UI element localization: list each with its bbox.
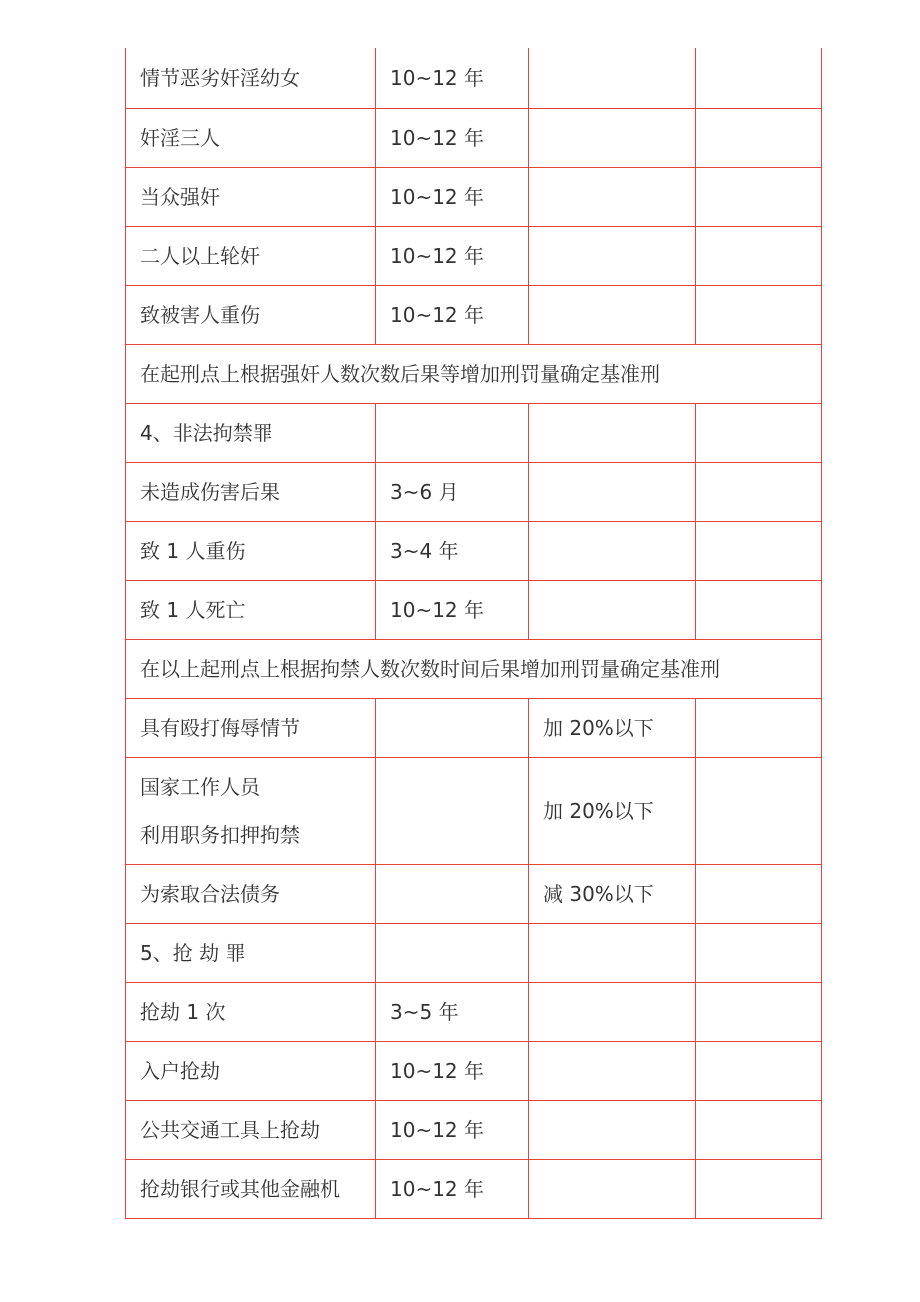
starting-term-cell [376,924,529,983]
adjustment-cell [529,48,696,109]
remark-cell [696,463,822,522]
remark-cell [696,1160,822,1219]
circumstance-line: 国家工作人员 [140,775,260,799]
adjustment-cell [529,581,696,640]
circumstance-cell: 情节恶劣奸淫幼女 [126,48,376,109]
adjustment-cell: 加 20%以下 [529,699,696,758]
starting-term-cell: 10~12 年 [376,48,529,109]
starting-term-cell: 3~4 年 [376,522,529,581]
summary-note-cell: 在起刑点上根据强奸人数次数后果等增加刑罚量确定基准刑 [126,345,822,404]
starting-term-cell: 3~6 月 [376,463,529,522]
remark-cell [696,404,822,463]
starting-term-cell: 10~12 年 [376,286,529,345]
adjustment-cell [529,227,696,286]
table-row [126,286,822,345]
remark-cell [696,865,822,924]
table-row [126,345,822,404]
table-row [126,404,822,463]
circumstance-cell: 抢劫银行或其他金融机 [126,1160,376,1219]
table-row [126,1160,822,1219]
circumstance-cell: 致 1 人重伤 [126,522,376,581]
sentencing-table-body [126,48,822,1219]
adjustment-cell [529,168,696,227]
adjustment-cell: 减 30%以下 [529,865,696,924]
remark-cell [696,1042,822,1101]
circumstance-cell: 致 1 人死亡 [126,581,376,640]
adjustment-cell [529,924,696,983]
remark-cell [696,168,822,227]
table-row [126,227,822,286]
table-row [126,463,822,522]
circumstance-cell: 4、非法拘禁罪 [126,404,376,463]
remark-cell [696,522,822,581]
table-row [126,109,822,168]
circumstance-cell: 未造成伤害后果 [126,463,376,522]
circumstance-line: 利用职务扣押拘禁 [140,823,300,847]
table-row [126,758,822,865]
circumstance-cell [126,758,376,865]
remark-cell [696,286,822,345]
starting-term-cell: 10~12 年 [376,1160,529,1219]
adjustment-cell [529,109,696,168]
remark-cell [696,109,822,168]
circumstance-cell: 5、抢 劫 罪 [126,924,376,983]
adjustment-cell [529,404,696,463]
table-row [126,522,822,581]
starting-term-cell: 10~12 年 [376,1101,529,1160]
circumstance-cell: 致被害人重伤 [126,286,376,345]
circumstance-cell: 公共交通工具上抢劫 [126,1101,376,1160]
remark-cell [696,983,822,1042]
table-row [126,1042,822,1101]
remark-cell [696,758,822,865]
circumstance-cell: 二人以上轮奸 [126,227,376,286]
remark-cell [696,48,822,109]
adjustment-cell [529,1042,696,1101]
adjustment-cell [529,463,696,522]
remark-cell [696,581,822,640]
circumstance-cell: 抢劫 1 次 [126,983,376,1042]
adjustment-cell [529,1160,696,1219]
adjustment-cell [529,983,696,1042]
starting-term-cell: 10~12 年 [376,227,529,286]
summary-note-cell: 在以上起刑点上根据拘禁人数次数时间后果增加刑罚量确定基准刑 [126,640,822,699]
table-row [126,581,822,640]
table-row [126,640,822,699]
starting-term-cell [376,404,529,463]
adjustment-cell [529,286,696,345]
adjustment-cell: 加 20%以下 [529,758,696,865]
table-row [126,865,822,924]
table-row [126,1101,822,1160]
adjustment-cell [529,1101,696,1160]
starting-term-cell [376,758,529,865]
circumstance-cell: 入户抢劫 [126,1042,376,1101]
table-row [126,168,822,227]
circumstance-cell: 当众强奸 [126,168,376,227]
sentencing-table [125,48,822,1219]
starting-term-cell: 10~12 年 [376,109,529,168]
starting-term-cell: 10~12 年 [376,1042,529,1101]
starting-term-cell: 10~12 年 [376,168,529,227]
table-row [126,48,822,109]
adjustment-cell [529,522,696,581]
starting-term-cell: 3~5 年 [376,983,529,1042]
remark-cell [696,924,822,983]
remark-cell [696,699,822,758]
starting-term-cell: 10~12 年 [376,581,529,640]
circumstance-cell: 为索取合法债务 [126,865,376,924]
remark-cell [696,227,822,286]
circumstance-cell: 具有殴打侮辱情节 [126,699,376,758]
starting-term-cell [376,865,529,924]
table-row [126,699,822,758]
starting-term-cell [376,699,529,758]
table-row [126,924,822,983]
table-row [126,983,822,1042]
remark-cell [696,1101,822,1160]
circumstance-cell: 奸淫三人 [126,109,376,168]
